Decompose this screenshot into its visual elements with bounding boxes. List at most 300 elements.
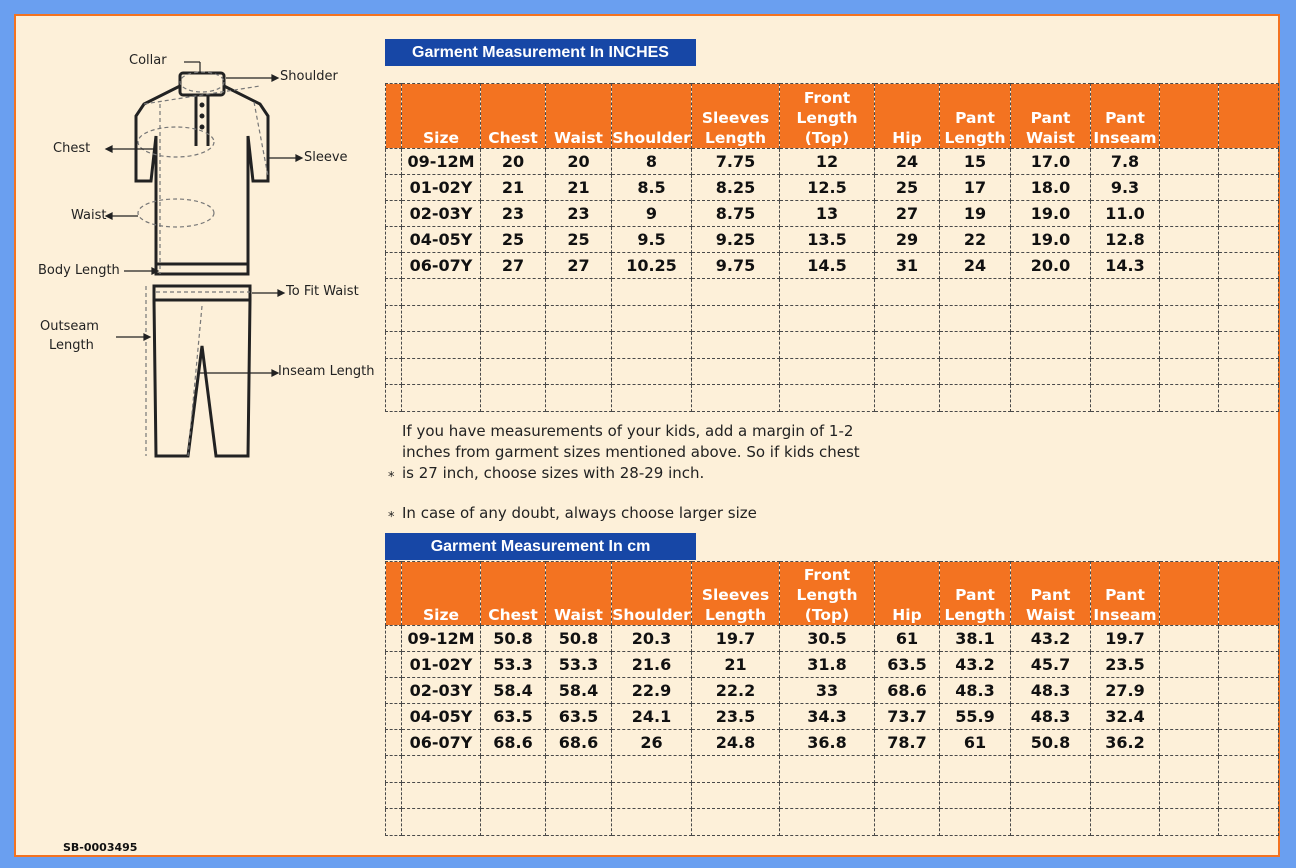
column-header-line: Shoulder — [612, 606, 691, 624]
note-margin-line3: is 27 inch, choose sizes with 28-29 inch. — [402, 464, 705, 482]
measurement-cell: 21 — [546, 175, 612, 201]
measurement-cell: 13.5 — [780, 227, 875, 253]
measurement-cell: 32.4 — [1091, 704, 1160, 730]
column-header-line — [940, 88, 1010, 108]
empty-cell — [612, 385, 692, 412]
measurement-cell: 55.9 — [940, 704, 1011, 730]
measurement-cell: 23 — [481, 201, 546, 227]
header-spacer — [1160, 84, 1219, 149]
column-header — [940, 562, 1011, 626]
waist-label: Waist — [71, 208, 107, 223]
empty-cell — [1160, 756, 1219, 783]
empty-cell — [692, 279, 780, 306]
column-header — [940, 84, 1011, 149]
empty-cell — [692, 358, 780, 385]
empty-cell — [481, 809, 546, 836]
empty-cell — [402, 358, 481, 385]
column-header-line: Front — [803, 566, 851, 584]
measurement-cell: 12.5 — [780, 175, 875, 201]
measurement-cell: 48.3 — [1011, 678, 1091, 704]
measurement-cell: 8.25 — [692, 175, 780, 201]
empty-cell — [1091, 305, 1160, 332]
column-header — [481, 562, 546, 626]
empty-cell — [1011, 756, 1091, 783]
note-larger-size: In case of any doubt, always choose larger size — [402, 504, 757, 522]
empty-cell — [875, 305, 940, 332]
column-header-line: Pant — [955, 109, 995, 127]
column-header-line: Front — [803, 89, 851, 107]
empty-row — [386, 756, 1279, 783]
column-header-line: Pant — [955, 586, 995, 604]
column-header-line — [1091, 88, 1159, 108]
empty-row — [386, 305, 1279, 332]
column-header-line: Inseam — [1093, 129, 1157, 147]
header-spacer — [386, 562, 402, 626]
measurement-cell: 9.3 — [1091, 175, 1160, 201]
column-header-line — [481, 108, 545, 128]
empty-cell — [1091, 279, 1160, 306]
size-chart-panel — [14, 14, 1280, 857]
measurement-cell: 61 — [940, 730, 1011, 756]
empty-cell — [780, 358, 875, 385]
column-header-line — [402, 585, 480, 605]
empty-cell — [612, 782, 692, 809]
empty-cell — [402, 756, 481, 783]
column-header-line: Waist — [1026, 129, 1075, 147]
empty-cell — [940, 385, 1011, 412]
empty-cell — [780, 385, 875, 412]
measurement-cell: 58.4 — [481, 678, 546, 704]
measurement-cell: 25 — [875, 175, 940, 201]
empty-cell — [1219, 385, 1279, 412]
row-spacer — [1160, 201, 1219, 227]
row-spacer — [386, 678, 402, 704]
empty-cell — [546, 782, 612, 809]
column-header — [780, 562, 875, 626]
measurement-cell: 17 — [940, 175, 1011, 201]
column-header-line — [546, 88, 611, 108]
measurement-cell: 8.5 — [612, 175, 692, 201]
table-row — [386, 704, 1279, 730]
measurement-cell: 19.7 — [692, 626, 780, 652]
column-header — [692, 84, 780, 149]
cm-table-title: Garment Measurement In cm — [385, 533, 696, 560]
empty-cell — [692, 332, 780, 359]
empty-cell — [692, 756, 780, 783]
measurement-cell: 9.25 — [692, 227, 780, 253]
row-spacer — [1219, 626, 1279, 652]
row-spacer — [386, 704, 402, 730]
cm-header-row — [386, 562, 1279, 626]
column-header-line: Pant — [1030, 586, 1071, 604]
measurement-cell: 21 — [481, 175, 546, 201]
size-cell: 09-12M — [402, 149, 481, 175]
empty-cell — [1219, 756, 1279, 783]
row-spacer — [1219, 175, 1279, 201]
measurement-cell: 63.5 — [481, 704, 546, 730]
measurement-cell: 17.0 — [1011, 149, 1091, 175]
header-spacer — [1219, 562, 1279, 626]
measurement-cell: 34.3 — [780, 704, 875, 730]
column-header — [1011, 84, 1091, 149]
measurement-cell: 31.8 — [780, 652, 875, 678]
empty-cell — [940, 279, 1011, 306]
size-cell: 06-07Y — [402, 253, 481, 279]
empty-cell — [1160, 385, 1219, 412]
column-header-line: Inseam — [1093, 606, 1157, 624]
empty-cell — [875, 782, 940, 809]
column-header-line — [940, 565, 1010, 585]
measurement-cell: 7.8 — [1091, 149, 1160, 175]
column-header — [1091, 562, 1160, 626]
empty-row — [386, 782, 1279, 809]
measurement-cell: 29 — [875, 227, 940, 253]
measurement-cell: 9 — [612, 201, 692, 227]
empty-cell — [1011, 385, 1091, 412]
measurement-cell: 9.5 — [612, 227, 692, 253]
empty-cell — [1160, 332, 1219, 359]
column-header-line: Shoulder — [612, 129, 691, 147]
column-header — [402, 84, 481, 149]
table-row — [386, 730, 1279, 756]
row-spacer — [1160, 253, 1219, 279]
empty-cell — [1219, 279, 1279, 306]
measurement-cell: 19.7 — [1091, 626, 1160, 652]
row-spacer — [1219, 652, 1279, 678]
size-cell: 01-02Y — [402, 175, 481, 201]
measurement-cell: 30.5 — [780, 626, 875, 652]
column-header — [546, 84, 612, 149]
empty-cell — [386, 385, 402, 412]
empty-cell — [780, 809, 875, 836]
row-spacer — [386, 227, 402, 253]
empty-cell — [386, 809, 402, 836]
column-header-line: (Top) — [804, 129, 850, 147]
empty-cell — [780, 279, 875, 306]
empty-cell — [386, 332, 402, 359]
empty-cell — [1011, 809, 1091, 836]
row-spacer — [1160, 149, 1219, 175]
size-cell: 04-05Y — [402, 704, 481, 730]
row-spacer — [1160, 626, 1219, 652]
column-header-line: Pant — [1105, 109, 1145, 127]
empty-cell — [612, 756, 692, 783]
measurement-cell: 68.6 — [546, 730, 612, 756]
empty-cell — [1011, 305, 1091, 332]
measurement-cell: 22.9 — [612, 678, 692, 704]
column-header-line — [481, 585, 545, 605]
column-header-line: Sleeves — [701, 586, 770, 604]
measurement-cell: 33 — [780, 678, 875, 704]
column-header-line — [692, 88, 779, 108]
column-header-line: Length — [705, 606, 766, 624]
empty-cell — [546, 385, 612, 412]
column-header-line: Pant — [1105, 586, 1145, 604]
empty-cell — [546, 279, 612, 306]
empty-cell — [875, 279, 940, 306]
measurement-cell: 26 — [612, 730, 692, 756]
empty-cell — [940, 782, 1011, 809]
body-length-label: Body Length — [38, 263, 120, 278]
table-row — [386, 253, 1279, 279]
chest-label: Chest — [53, 141, 91, 156]
row-spacer — [386, 149, 402, 175]
to-fit-waist-label: To Fit Waist — [286, 284, 359, 299]
column-header-line — [875, 565, 939, 585]
row-spacer — [1219, 704, 1279, 730]
row-spacer — [1160, 678, 1219, 704]
measurement-cell: 24.8 — [692, 730, 780, 756]
row-spacer — [1160, 175, 1219, 201]
empty-cell — [402, 385, 481, 412]
measurement-cell: 9.75 — [692, 253, 780, 279]
column-header — [1091, 84, 1160, 149]
column-header-line — [612, 108, 691, 128]
empty-cell — [940, 305, 1011, 332]
column-header — [875, 562, 940, 626]
column-header-line — [546, 108, 611, 128]
empty-cell — [1011, 332, 1091, 359]
empty-cell — [1091, 358, 1160, 385]
empty-cell — [1091, 809, 1160, 836]
size-cell: 09-12M — [402, 626, 481, 652]
column-header-line: Waist — [554, 129, 603, 147]
column-header-line: Chest — [488, 606, 538, 624]
measurement-cell: 45.7 — [1011, 652, 1091, 678]
header-spacer — [1160, 562, 1219, 626]
empty-cell — [481, 358, 546, 385]
row-spacer — [1219, 227, 1279, 253]
column-header-line: Pant — [1030, 109, 1071, 127]
empty-cell — [1011, 358, 1091, 385]
empty-cell — [481, 385, 546, 412]
empty-cell — [546, 332, 612, 359]
measurement-cell: 63.5 — [875, 652, 940, 678]
table-row — [386, 652, 1279, 678]
empty-cell — [1091, 756, 1160, 783]
measurement-cell: 18.0 — [1011, 175, 1091, 201]
row-spacer — [1160, 227, 1219, 253]
measurement-cell: 25 — [481, 227, 546, 253]
column-header — [546, 562, 612, 626]
column-header — [402, 562, 481, 626]
column-header-line: Chest — [488, 129, 538, 147]
row-spacer — [1219, 730, 1279, 756]
empty-row — [386, 385, 1279, 412]
empty-cell — [612, 809, 692, 836]
column-header-line: Sleeves — [701, 109, 770, 127]
column-header-line — [875, 88, 939, 108]
column-header-line: Waist — [554, 606, 603, 624]
measurement-cell: 27.9 — [1091, 678, 1160, 704]
empty-cell — [780, 305, 875, 332]
empty-cell — [386, 279, 402, 306]
product-code: SB-0003495 — [63, 841, 138, 854]
column-header-line — [1091, 565, 1159, 585]
table-row — [386, 149, 1279, 175]
measurement-cell: 36.2 — [1091, 730, 1160, 756]
empty-cell — [481, 305, 546, 332]
empty-cell — [875, 332, 940, 359]
note-margin-line1: If you have measurements of your kids, add a margin of 1-2 — [402, 422, 854, 440]
empty-cell — [875, 358, 940, 385]
row-spacer — [1160, 652, 1219, 678]
empty-cell — [612, 279, 692, 306]
empty-cell — [612, 358, 692, 385]
empty-cell — [780, 782, 875, 809]
measurement-cell: 25 — [546, 227, 612, 253]
measurement-cell: 22 — [940, 227, 1011, 253]
empty-cell — [1160, 279, 1219, 306]
shoulder-label: Shoulder — [280, 69, 338, 84]
measurement-cell: 10.25 — [612, 253, 692, 279]
column-header-line — [1011, 565, 1090, 585]
column-header-line: (Top) — [804, 606, 850, 624]
column-header — [612, 562, 692, 626]
empty-cell — [402, 279, 481, 306]
empty-row — [386, 358, 1279, 385]
measurement-cell: 50.8 — [546, 626, 612, 652]
empty-cell — [386, 782, 402, 809]
empty-cell — [1219, 358, 1279, 385]
measurement-cell: 24 — [875, 149, 940, 175]
column-header — [780, 84, 875, 149]
column-header-line — [402, 108, 480, 128]
note-margin-line2: inches from garment sizes mentioned above. So if kids chest — [402, 443, 860, 461]
empty-cell — [692, 782, 780, 809]
size-cell: 02-03Y — [402, 201, 481, 227]
measurement-cell: 11.0 — [1091, 201, 1160, 227]
empty-cell — [481, 279, 546, 306]
measurement-cell: 23.5 — [692, 704, 780, 730]
empty-cell — [780, 332, 875, 359]
empty-cell — [1160, 809, 1219, 836]
measurement-cell: 19.0 — [1011, 201, 1091, 227]
measurement-cell: 43.2 — [940, 652, 1011, 678]
size-cell: 02-03Y — [402, 678, 481, 704]
empty-cell — [875, 756, 940, 783]
row-spacer — [386, 253, 402, 279]
empty-cell — [1011, 782, 1091, 809]
empty-cell — [875, 809, 940, 836]
empty-row — [386, 332, 1279, 359]
measurement-cell: 14.5 — [780, 253, 875, 279]
column-header-line: Hip — [892, 606, 922, 624]
measurement-cell: 68.6 — [875, 678, 940, 704]
column-header-line: Length — [705, 129, 766, 147]
measurement-cell: 20 — [546, 149, 612, 175]
column-header-line: Length — [944, 606, 1006, 624]
measurement-cell: 8.75 — [692, 201, 780, 227]
column-header-line: Hip — [892, 129, 922, 147]
table-row — [386, 678, 1279, 704]
column-header-line — [692, 565, 779, 585]
empty-cell — [692, 305, 780, 332]
column-header-line — [481, 565, 545, 585]
column-header-line — [481, 88, 545, 108]
measurement-cell: 53.3 — [481, 652, 546, 678]
measurement-cell: 20.3 — [612, 626, 692, 652]
column-header-line — [1011, 88, 1090, 108]
measurement-cell: 38.1 — [940, 626, 1011, 652]
row-spacer — [1219, 678, 1279, 704]
size-cell: 04-05Y — [402, 227, 481, 253]
outseam-label-line1: Outseam — [40, 319, 99, 334]
measurement-cell: 53.3 — [546, 652, 612, 678]
measurement-cell: 48.3 — [940, 678, 1011, 704]
measurement-cell: 21.6 — [612, 652, 692, 678]
column-header-line — [402, 565, 480, 585]
empty-cell — [402, 809, 481, 836]
measurement-cell: 50.8 — [1011, 730, 1091, 756]
empty-cell — [546, 358, 612, 385]
empty-cell — [546, 305, 612, 332]
measurement-cell: 22.2 — [692, 678, 780, 704]
inches-header-row — [386, 84, 1279, 149]
column-header-line — [546, 585, 611, 605]
empty-cell — [481, 782, 546, 809]
empty-cell — [1160, 782, 1219, 809]
measurement-cell: 12 — [780, 149, 875, 175]
measurement-cell: 27 — [481, 253, 546, 279]
empty-cell — [692, 385, 780, 412]
measurement-cell: 19.0 — [1011, 227, 1091, 253]
row-spacer — [386, 730, 402, 756]
measurement-cell: 14.3 — [1091, 253, 1160, 279]
measurement-cell: 61 — [875, 626, 940, 652]
empty-cell — [386, 756, 402, 783]
garment-diagram — [16, 16, 396, 496]
note-bullet-2: * — [388, 510, 395, 525]
table-row — [386, 626, 1279, 652]
empty-cell — [612, 305, 692, 332]
empty-cell — [940, 756, 1011, 783]
empty-row — [386, 809, 1279, 836]
column-header-line — [875, 585, 939, 605]
measurement-cell: 21 — [692, 652, 780, 678]
empty-cell — [692, 809, 780, 836]
column-header-line — [612, 565, 691, 585]
measurement-cell: 23 — [546, 201, 612, 227]
column-header — [481, 84, 546, 149]
measurement-cell: 73.7 — [875, 704, 940, 730]
measurement-cell: 8 — [612, 149, 692, 175]
column-header-line — [612, 88, 691, 108]
empty-cell — [1011, 279, 1091, 306]
measurement-cell: 27 — [546, 253, 612, 279]
header-spacer — [386, 84, 402, 149]
size-cell: 01-02Y — [402, 652, 481, 678]
measurement-cell: 63.5 — [546, 704, 612, 730]
empty-cell — [481, 332, 546, 359]
column-header-line: Length — [796, 586, 858, 604]
inseam-label: Inseam Length — [278, 364, 375, 379]
measurement-cell: 58.4 — [546, 678, 612, 704]
measurement-cell: 20.0 — [1011, 253, 1091, 279]
inches-measurement-table — [385, 83, 1279, 412]
measurement-cell: 24 — [940, 253, 1011, 279]
kurta-pajama-illustration — [16, 16, 396, 496]
row-spacer — [1160, 704, 1219, 730]
column-header — [692, 562, 780, 626]
measurement-cell: 50.8 — [481, 626, 546, 652]
column-header-line: Length — [796, 109, 858, 127]
column-header-line: Size — [422, 606, 459, 624]
measurement-cell: 27 — [875, 201, 940, 227]
empty-cell — [386, 358, 402, 385]
collar-label: Collar — [129, 53, 167, 68]
empty-cell — [402, 305, 481, 332]
